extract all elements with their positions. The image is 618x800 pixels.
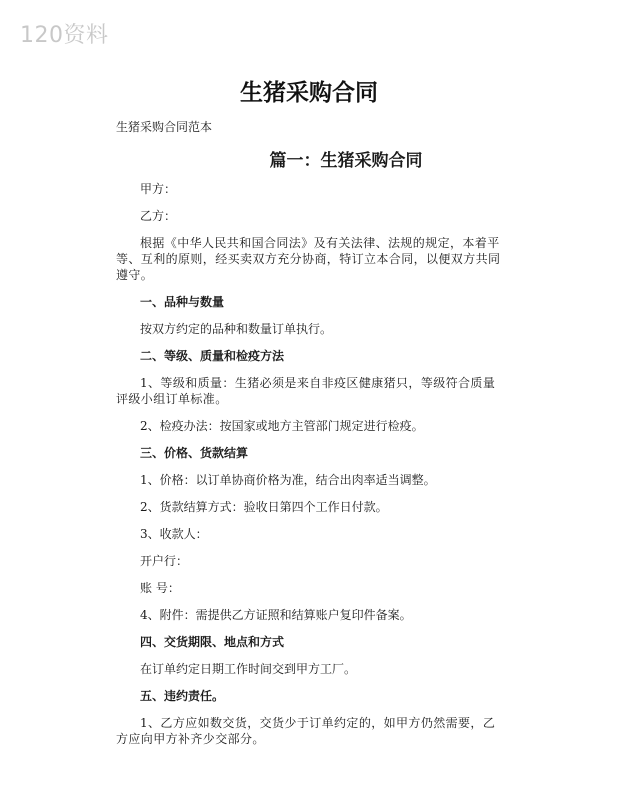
section-heading: 三、价格、货款结算: [140, 446, 249, 460]
section-heading: 四、交货期限、地点和方式: [140, 635, 285, 649]
section-paragraph: 在订单约定日期工作时间交到甲方工厂。: [140, 662, 357, 676]
section-heading: 一、品种与数量: [140, 295, 225, 309]
section-paragraph: 2、检疫办法：按国家或地方主管部门规定进行检疫。: [140, 419, 424, 433]
section-heading: 五、违约责任。: [140, 689, 225, 703]
section-heading: 二、等级、质量和检疫方法: [140, 349, 285, 363]
chapter-title: 篇一：生猪采购合同: [269, 151, 423, 171]
document-title: 生猪采购合同: [240, 80, 378, 106]
section-paragraph: 2、货款结算方式：验收日第四个工作日付款。: [140, 500, 388, 514]
party-a-line: 甲方：: [140, 182, 177, 196]
section-paragraph: 1、等级和质量：生猪必须是来自非疫区健康猪只，等级符合质量评级小组订单标准。: [116, 376, 496, 406]
contract-body: [116, 181, 504, 758]
intro-paragraph: 根据《中华人民共和国合同法》及有关法律、法规的规定，本着平等、互利的原则，经买卖双方充分协商，特订立本合同，以便双方共同遵守。: [116, 236, 501, 282]
section-paragraph: 账 号：: [140, 581, 180, 595]
watermark-logo: 120资料: [20, 23, 109, 48]
section-paragraph: 1、价格：以订单协商价格为准，结合出肉率适当调整。: [140, 473, 436, 487]
party-b-line: 乙方：: [140, 209, 177, 223]
section-paragraph: 1、乙方应如数交货，交货少于订单约定的，如甲方仍然需要，乙方应向甲方补齐少交部分。: [116, 716, 496, 746]
section-paragraph: 4、附件：需提供乙方证照和结算账户复印件备案。: [140, 608, 412, 622]
section-paragraph: 3、收款人：: [140, 527, 208, 541]
section-paragraph: 开户行：: [140, 554, 189, 568]
document-subtitle: 生猪采购合同范本: [116, 120, 213, 134]
section-paragraph: 按双方约定的品种和数量订单执行。: [140, 322, 333, 336]
